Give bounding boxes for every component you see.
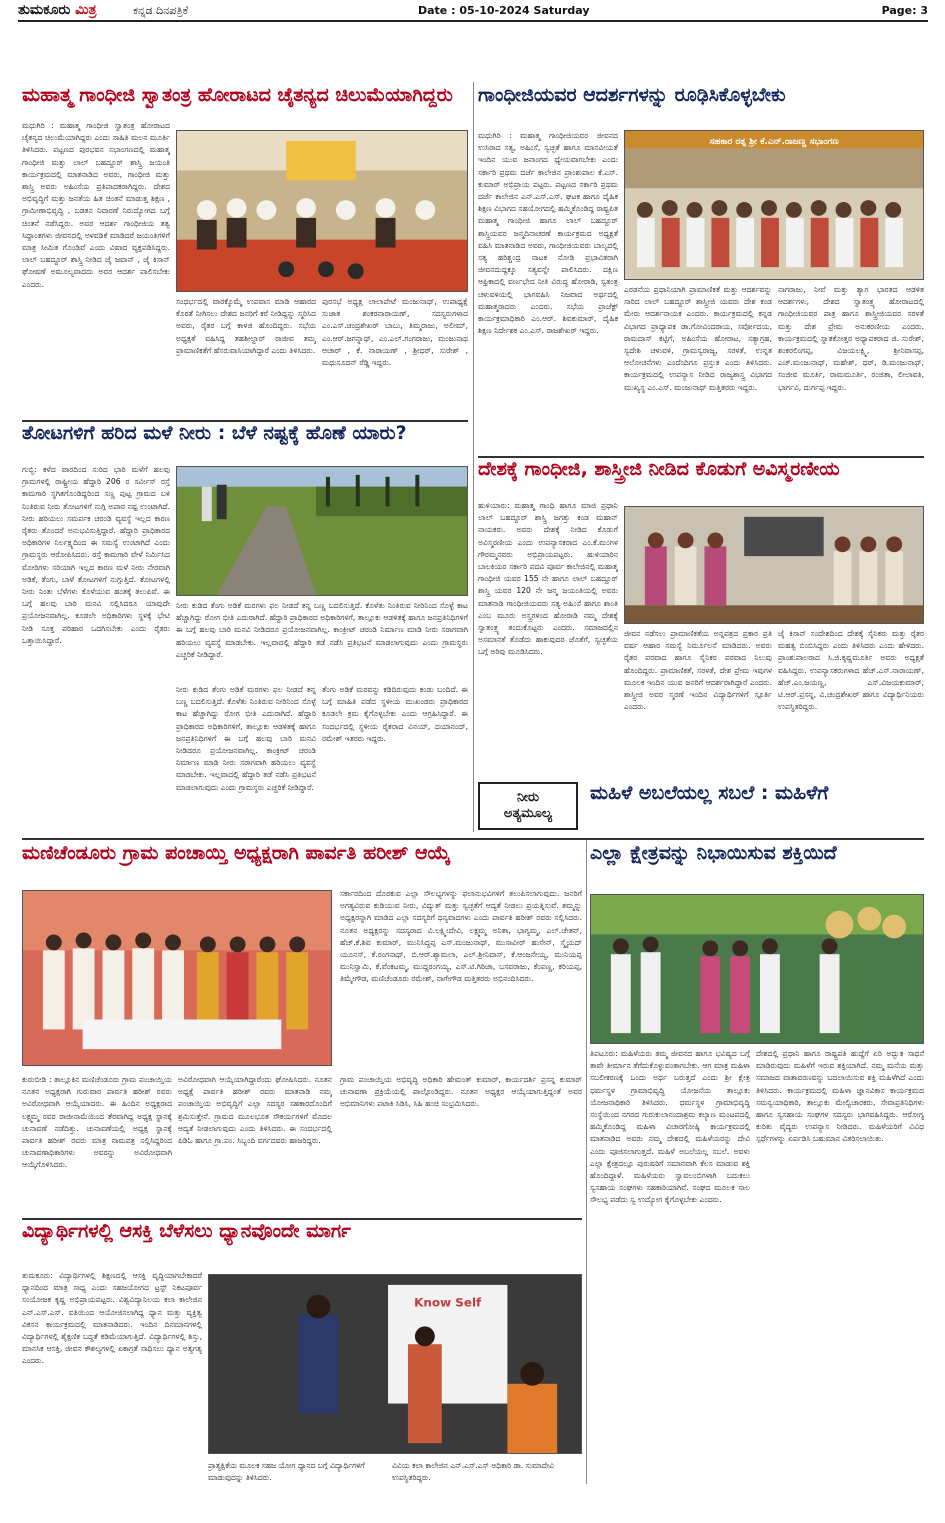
article-1-photo-art bbox=[177, 131, 467, 291]
article-6-caption-left: ಪ್ರಾತ್ಯಕ್ಷಿಕೆಯ ಮೂಲಕ ಸಹಜ ಯೋಗ ಧ್ಯಾನದ ಬಗ್ಗೆ ವಿದ್ಯಾರ್ಥಿಗಳಿಗೆ ಮಾಡುವುದನ್ನು ತಿಳಿಸಿದರು. bbox=[208, 1461, 365, 1482]
article-7-headline-line2: ಎಲ್ಲಾ ಕ್ಷೇತ್ರವನ್ನು ನಿಭಾಯಿಸುವ ಶಕ್ತಿಯಿದೆ bbox=[590, 844, 837, 864]
article-1-headline: ಮಹಾತ್ಮ ಗಾಂಧೀಜಿ ಸ್ವಾತಂತ್ರ ಹೋರಾಟದ ಚೈತನ್ಯದ ಚಿಲುಮೆಯಾಗಿದ್ದರು bbox=[22, 86, 453, 106]
masthead bbox=[18, 0, 928, 22]
article-6-col-left: ತುಮಕೂರು: ವಿದ್ಯಾರ್ಥಿಗಳಲ್ಲಿ ಶಿಕ್ಷಣದಲ್ಲಿ ಆಸಕ್ತಿ ವೃದ್ಧಿಯಾಗಬೇಕಾದರೆ ಧ್ಯಾನದಿಂದ ಮಾತ್ರ ಸಾಧ್ಯ ಎಂದು ಸಹಜಯೋಗದ ಟ್ರಸ್ಟ್ ನಿಕಟಪೂರ್ವ ಸಂಯೋಜಕ ಕೃಷ್ಣ ಅಭಿಪ್ರಾಯಪಟ್ಟರು. ವಿಶ್ವವಿದ್ಯಾನಿಲಯ ಕಲಾ ಕಾಲೇಜಿನ ಎನ್.ಎಸ್.ಎಸ್. ವತಿಯಿಂದ ಆಯೋಜಿಸಲಾಗಿದ್ದ ಧ್ಯಾನ ಮತ್ತು ವ್ಯಕ್ತಿತ್ವ ವಿಕಸನ ಕಾರ್ಯಕ್ರಮದಲ್ಲಿ ಮಾತನಾಡಿದರು. ಇಂದಿನ ದಿನಮಾನಗಳಲ್ಲಿ ವಿದ್ಯಾರ್ಥಿಗಳಲ್ಲಿ ಶೈಕ್ಷಣಿಕ ಬದ್ಧತೆ ಕಡಿಮೆಯಾಗುತ್ತಿದೆ. ವಿದ್ಯಾರ್ಥಿಗಳಲ್ಲಿ ಶಿಸ್ತು, ಮಾನಸಿಕ ಆಸಕ್ತಿ, ಜೀವನ ಕೌಶಲ್ಯಗಳಲ್ಲಿ ಏಕಾಗ್ರತೆ ಸಾಧಿಸಲು ಧ್ಯಾನ ಅತ್ಯಗತ್ಯ ಎಂದರು. bbox=[22, 1271, 202, 1366]
column-divider-bottom bbox=[586, 840, 587, 1484]
article-6-caption-right: ವಿವಿಯ ಕಲಾ ಕಾಲೇಜಿನ ಎನ್.ಎಸ್.ಎಸ್ ಅಧಿಕಾರಿ ಡಾ. ಸುಮಾದೇವಿ ಉಪಸ್ಥಿತರಿದ್ದರು. bbox=[392, 1461, 554, 1482]
article-3-col1: ಮಧುಗಿರಿ : ಮಹಾತ್ಮ ಗಾಂಧೀಜಿಯವರ ಜೀವನದ ಉಸಿರಾದ ಸತ್ಯ, ಅಹಿಂಸೆ, ಸ್ವಚ್ಛತೆ ಹಾಗೂ ಮಾನವೀಯತೆ ಇಂದಿನ ಯುವ ಜನಾಂಗದ ಧ್ಯೇಯವಾಗಬೇಕು ಎಂದು ಸರ್ಕಾರಿ ಪ್ರಥಮ ದರ್ಜೆ ಕಾಲೇಜಿನ ಪ್ರಾಂಶುಪಾಲ ಕೆ.ಎಸ್. ಕುಮಾರ್ ಅಭಿಪ್ರಾಯ ಪಟ್ಟರು. ಪಟ್ಟಣದ ಸರ್ಕಾರಿ ಪ್ರಥಮ ದರ್ಜೆ ಕಾಲೇಜಿನ ಎನ್.ಎಸ್.ಎಸ್. ಘಟಕ ಹಾಗೂ ದೈಹಿಕ ಶಿಕ್ಷಣ ವಿಭಾಗದ ಸಹಯೋಗದಲ್ಲಿ ಹಮ್ಮಿಕೊಂಡಿದ್ದ ರಾಷ್ಟ್ರಪಿತ ಮಹಾತ್ಮ ಗಾಂಧೀಜಿ ಹಾಗೂ ಲಾಲ್ ಬಹದ್ದೂರ್ ಶಾಸ್ತ್ರಿಯವರ ಜನ್ಮದಿನಾಚರಣೆ ಕಾರ್ಯಕ್ರಮದ ಅಧ್ಯಕ್ಷತೆ ವಹಿಸಿ ಮಾತನಾಡಿದ ಅವರು, ಗಾಂಧೀಜಿಯವರು ಬಾಲ್ಯದಲ್ಲಿ ಸತ್ಯ ಹರಿಶ್ಚಂದ್ರ ನಾಟಕ ನೋಡಿ ಪ್ರಭಾವಿತರಾಗಿ ಜೀವನದುದ್ದಕ್ಕೂ ಸತ್ಯವನ್ನೇ ಪಾಲಿಸಿದರು. ದಕ್ಷಿಣ ಆಫ್ರಿಕಾದಲ್ಲಿ ವರ್ಣಭೇದ ನೀತಿ ವಿರುದ್ಧ ಹೋರಾಡಿ, ಸ್ವತಂತ್ರ ಚಳುವಳಿಯಲ್ಲಿ ಭಾಗವಹಿಸಿ ನಿಜವಾದ ಅರ್ಥದಲ್ಲಿ ಮಹಾತ್ಮರಾದರು ಎಂದರು. ಸಭೆಯ ಪ್ರಾಜೆಕ್ಟ್ ಕಾರ್ಯಕ್ರಮಾಧಿಕಾರಿ ಎಂ.ಆರ್. ಶಿವಕುಮಾರ್, ದೈಹಿಕ ಶಿಕ್ಷಣ ನಿರ್ದೇಶಕ ಎಂ.ಎಸ್. ರಾಜಶೇಖರ್ ಇದ್ದರು. bbox=[478, 131, 618, 336]
article-1-photo bbox=[176, 130, 468, 292]
article-7-col-right: ದೇಶದಲ್ಲಿ ಪ್ರಧಾನಿ ಹಾಗೂ ರಾಷ್ಟ್ರಪತಿ ಹುದ್ದೆಗೆ ಏರಿ ಅದ್ಭುತ ಸಾಧನೆ ಮಾಡಿರುವುದು ಮಹಿಳೆಗೆ ಇರುವ ಶಕ್ತಿಯಾಗಿದೆ. ನಮ್ಮ ಮನೆಯ ಮತ್ತು ಸಮಾಜದ ವಾತಾವರಣವನ್ನು ಬದಲಾಯಿಸುವ ಶಕ್ತಿ ಮಹಿಳೆಗಿದೆ ಎಂದು ತಿಳಿಸಿದರು. ಕಾರ್ಯಕ್ರಮದಲ್ಲಿ ಮಹಿಳಾ ಜ್ಞಾನವಿಕಾಸ ಕಾರ್ಯಕ್ರಮದ ಸಮನ್ವಯಾಧಿಕಾರಿ, ತಾಲ್ಲೂಕು ಮೇಲ್ವಿಚಾರಕರು, ಸೇವಾಪ್ರತಿನಿಧಿಗಳು ಹಾಗೂ ಸ್ವಸಹಾಯ ಸಂಘಗಳ ಸದಸ್ಯರು ಭಾಗವಹಿಸಿದ್ದರು. ಆರೋಗ್ಯ ಕುರಿತು ವೈದ್ಯರು ಉಪನ್ಯಾಸ ನೀಡಿದರು. ಮಹಿಳೆಯರಿಗೆ ವಿವಿಧ ಸ್ಪರ್ಧೆಗಳನ್ನು ಏರ್ಪಡಿಸಿ ಬಹುಮಾನ ವಿತರಿಸಲಾಯಿತು. bbox=[756, 1049, 924, 1144]
issue-date: Date : 05-10-2024 Saturday bbox=[418, 4, 590, 17]
article-3-photo-art bbox=[625, 131, 923, 279]
article-1-col3: ಪುರಸಭೆ ಅಧ್ಯಕ್ಷ ಲಾಲಾಪೇಟೆ ಮಂಜುನಾಥ್, ಉಪಾಧ್ಯಕ್ಷೆ ಸುಜಾತ ಶಂಕರನಾರಾಯಣ್, ಸದಸ್ಯರುಗಳಾದ ಎಂ.ಎಸ್.ಚಂದ್ರಶೇಖರ್ ಬಾಬು, ತಿಮ್ಮರಾಜು, ಅಲೀಮ್, ಎಂ.ಆರ್.ಜಗನ್ನಾಥ್, ಎಂ.ಎಲ್.ಗಂಗರಾಜು, ಮಂಜುನಾಥ ಆಚಾರ್ , ಕೆ. ನಾರಾಯಣ್ , ಶ್ರೀಧರ್, ಸುರೇಶ್ , ಮಧುಸೂದನ್ ರೆಡ್ಡಿ ಇದ್ದರು. bbox=[322, 297, 468, 368]
article-7-headline-line1: ಮಹಿಳೆ ಅಬಲೆಯಲ್ಲ ಸಬಲೆ : ಮಹಿಳೆಗೆ bbox=[590, 784, 829, 804]
page-number: Page: 3 bbox=[881, 4, 928, 17]
article-7-col-left: ತಿಪಟೂರು: ಮಹಿಳೆಯರು ತಮ್ಮ ಜೀವನದ ಹಾಗೂ ಭವಿಷ್ಯದ ಬಗ್ಗೆ ತಾವೇ ತೀರ್ಮಾನ ತೆಗೆದುಕೊಳ್ಳುವಂತಾಗಬೇಕು. ಆಗ ಮಾತ್ರ ಮಹಿಳಾ ಸಬಲೀಕರಣಕ್ಕೆ ಒಂದು ಅರ್ಥ ಬರುತ್ತದೆ ಎಂದು ಶ್ರೀ ಕ್ಷೇತ್ರ ಧರ್ಮಸ್ಥಳ ಗ್ರಾಮಾಭಿವೃದ್ಧಿ ಯೋಜನೆಯ ತಾಲ್ಲೂಕು ಯೋಜನಾಧಿಕಾರಿ ತಿಳಿಸಿದರು. ಧರ್ಮಸ್ಥಳ ಗ್ರಾಮಾಭಿವೃದ್ಧಿ ಸಂಸ್ಥೆಯಿಂದ ನಗರದ ಗುರುಕುಲಾನಂದಾಶ್ರಮ ಕಲ್ಯಾಣ ಮಂಟಪದಲ್ಲಿ ಹಮ್ಮಿಕೊಂಡಿದ್ದ ಮಹಿಳಾ ವಿಚಾರಗೋಷ್ಠಿ ಕಾರ್ಯಕ್ರಮದಲ್ಲಿ ಮಾತನಾಡಿದ ಅವರು ನಮ್ಮ ದೇಶದಲ್ಲಿ ಮಹಿಳೆಯರನ್ನು ದೇವಿ ಎಂದು ಪೂಜಿಸಲಾಗುತ್ತದೆ. ಮಹಿಳೆ ಅಬಲೆಯಲ್ಲ ಸಬಲೆ. ಅವಳು ಎಲ್ಲಾ ಕ್ಷೇತ್ರದಲ್ಲೂ ಪುರುಷರಿಗೆ ಸಮಾನವಾಗಿ ಕೆಲಸ ಮಾಡುವ ಶಕ್ತಿ ಹೊಂದಿದ್ದಾಳೆ. ಮಹಿಳೆಯರು ಸ್ವಾವಲಂಬಿಗಳಾಗಿ ಬದುಕಲು ಸ್ವಸಹಾಯ ಸಂಘಗಳು ಸಹಕಾರಿಯಾಗಿವೆ. ಸಂಘದ ಮೂಲಕ ಸಾಲ ಸೌಲಭ್ಯ ಪಡೆದು ಸ್ವ ಉದ್ಯೋಗ ಕೈಗೊಳ್ಳಬೇಕು ಎಂದರು. bbox=[590, 1049, 750, 1205]
article-7-photo bbox=[590, 894, 924, 1044]
paper-name-part2: ಮಿತ್ರ bbox=[75, 2, 97, 18]
article-6-photo-art bbox=[209, 1275, 581, 1453]
article-5-col-bottom-mid: ಅವಿರೋಧವಾಗಿ ಆಯ್ಕೆಯಾಗಿದ್ದಾರೆಂದು ಘೋಷಿಸಿದರು. ನೂತನ ಅಧ್ಯಕ್ಷೆ ಪಾರ್ವತಿ ಹರೀಶ್ ರವರು ಮಾತನಾಡಿ ನಮ್ಮ ಪಂಚಾಯ್ತಿಯ ಅಭಿವೃದ್ಧಿಗೆ ಎಲ್ಲಾ ಸದಸ್ಯರ ಸಹಕಾರದೊಂದಿಗೆ ಶ್ರಮಿಸುತ್ತೇನೆ. ಗ್ರಾಮದ ಮೂಲಭೂತ ಸೌಕರ್ಯಗಳಿಗೆ ಮೊದಲ ಆದ್ಯತೆ ನೀಡಲಾಗುವುದು ಎಂದು ತಿಳಿಸಿದರು. ಈ ಸಂದರ್ಭದಲ್ಲಿ ಪಿಡಿಓ ಹಾಗೂ ಗ್ರಾ.ಪಂ. ಸಿಬ್ಬಂದಿ ವರ್ಗದವರು ಹಾಜರಿದ್ದರು. bbox=[178, 1075, 332, 1146]
article-5-headline: ಮಣಿಚೆಂಡೂರು ಗ್ರಾಮ ಪಂಚಾಯ್ತಿ ಅಧ್ಯಕ್ಷರಾಗಿ ಪಾರ್ವತಿ ಹರೀಶ್ ಆಯ್ಕೆ bbox=[22, 844, 451, 864]
article-4-col-left: ಹುಳಿಯಾರು: ಮಹಾತ್ಮ ಗಾಂಧಿ ಹಾಗೂ ಮಾಜಿ ಪ್ರಧಾನಿ ಲಾಲ್ ಬಹದ್ದೂರ್ ಶಾಸ್ತ್ರಿ ಜಗತ್ತು ಕಂಡ ಮಹಾನ್ ನಾಯಕರು. ಅವರು ದೇಶಕ್ಕೆ ನೀಡಿದ ಕೊಡುಗೆ ಅವಿಸ್ಮರಣೀಯ ಎಂದು ಉಪನ್ಯಾಸಕರಾದ ಎಂ.ಕೆ.ಮಂಗಳ ಗೌರಮ್ಮನವರು ಅಭಿಪ್ರಾಯಪಟ್ಟರು. ಹುಳಿಯಾರಿನ ಬಾಲಕಿಯರ ಸರ್ಕಾರಿ ಪದವಿ ಪೂರ್ವ ಕಾಲೇಜಿನಲ್ಲಿ ಮಹಾತ್ಮ ಗಾಂಧೀಜಿ ಯವರ 155 ನೇ ಹಾಗೂ ಲಾಲ್ ಬಹದ್ದೂರ್ ಶಾಸ್ತ್ರಿ ಯವರ 120 ನೇ ಜನ್ಮ ಜಯಂತಿಯಲ್ಲಿ ಅವರು ಮಾತನಾಡಿ ಗಾಂಧೀಜಿಯವರು ಸತ್ಯ ಅಹಿಂಸೆ ಹಾಗೂ ಶಾಂತಿ ಎಂಬ ಮೂರು ಅಸ್ತ್ರಗಳಿಂದ ಹೋರಾಡಿ ನಮ್ಮ ದೇಶಕ್ಕೆ ಸ್ವಾತಂತ್ರ್ಯ ತಂದುಕೊಟ್ಟರು ಎಂದರು. ಸಮಾಜದಲ್ಲಿನ ಅಸಮಾನತೆ ತೊಡೆದು ಹಾಕುವುದರ ಜೊತೆಗೆ, ಸ್ವಚ್ಛತೆಯ ಬಗ್ಗೆ ಅರಿವು ಮೂಡಿಸಿದರು. bbox=[478, 501, 618, 657]
article-2-col-left: ಗುಬ್ಬಿ: ಕಳೆದ ವಾರದಿಂದ ಸುರಿದ ಭಾರಿ ಮಳೆಗೆ ಹಲವು ಗ್ರಾಮಗಳಲ್ಲಿ ರಾಷ್ಟ್ರೀಯ ಹೆದ್ದಾರಿ 206 ರ ಸರ್ವೀಸ್ ರಸ್ತೆ ಕಾಮಗಾರಿ ಸ್ಥಗಿತಗೊಂಡಿದ್ದರಿಂದ ಸಣ್ಣ ಪುಟ್ಟ ಗ್ರಾಮದ ಬಳಿ ನಿಂತಿರುವ ನೀರು ತೋಟಗಳಿಗೆ ನುಗ್ಗಿ ಅಪಾರ ನಷ್ಟ ಉಂಟಾಗಿದೆ. ನೀರು ಹರಿಯಲು ಸಮರ್ಪಕ ಚರಂಡಿ ವ್ಯವಸ್ಥೆ ಇಲ್ಲದ ಕಾರಣ ರೈತರು ತೊಂದರೆ ಅನುಭವಿಸುತ್ತಿದ್ದಾರೆ. ಹೆದ್ದಾರಿ ಪ್ರಾಧಿಕಾರದ ಅಧಿಕಾರಿಗಳ ನಿರ್ಲಕ್ಷ್ಯದಿಂದ ಈ ಸಮಸ್ಯೆ ಉಂಟಾಗಿದೆ ಎಂದು ಗ್ರಾಮಸ್ಥರು ಆರೋಪಿಸಿದರು. ರಸ್ತೆ ಕಾಮಗಾರಿ ವೇಳೆ ನಿರ್ಮಿಸಿದ ಮೋರಿಗಳು ಸರಿಯಾಗಿ ಇಲ್ಲದ ಕಾರಣ ಮಳೆ ನೀರು ನೇರವಾಗಿ ಅಡಿಕೆ, ತೆಂಗು, ಬಾಳೆ ತೋಟಗಳಿಗೆ ನುಗ್ಗುತ್ತಿದೆ. ತೋಟಗಳಲ್ಲಿ ನೀರು ನಿಂತು ಬೆಳೆಗಳು ಕೊಳೆಯುವ ಹಂತಕ್ಕೆ ತಲುಪಿವೆ. ಈ ಬಗ್ಗೆ ಹಲವು ಬಾರಿ ಮನವಿ ಸಲ್ಲಿಸಿದರೂ ಯಾವುದೇ ಪ್ರಯೋಜನವಾಗಿಲ್ಲ. ಕೂಡಲೇ ಅಧಿಕಾರಿಗಳು ಸ್ಥಳಕ್ಕೆ ಭೇಟಿ ನೀಡಿ ಸೂಕ್ತ ಪರಿಹಾರ ಒದಗಿಸಬೇಕು ಎಂದು ರೈತರು ಒತ್ತಾಯಿಸಿದ್ದಾರೆ. bbox=[22, 465, 170, 645]
article-3-photo-banner: ಸಹಕಾರ ರತ್ನ ಶ್ರೀ ಕೆ.ಎನ್.ರಾಜಣ್ಣ ಸಭಾಂಗಣ bbox=[709, 136, 839, 147]
article-6-photo bbox=[208, 1274, 582, 1454]
article-2-col-mid: ನೀರು ಕುಡಿದ ತೆಂಗು ಅಡಿಕೆ ಮರಗಳು ಫಲ ನೀಡದೆ ತನ್ನ ಬಣ್ಣ ಬದಲಿಸುತ್ತಿದೆ. ಕೊಳೆತು ನಿಂತಿರುವ ನೀರಿನಿಂದ ಸೊಳ್ಳೆ ಕಾಟ ಹೆಚ್ಚಾಗಿದ್ದು ರೋಗ ಭೀತಿ ಎದುರಾಗಿದೆ. ಹೆದ್ದಾರಿ ಪ್ರಾಧಿಕಾರದ ಅಧಿಕಾರಿಗಳಿಗೆ, ತಾಲ್ಲೂಕು ಆಡಳಿತಕ್ಕೆ ಹಾಗೂ ಜನಪ್ರತಿನಿಧಿಗಳಿಗೆ ಈ ಬಗ್ಗೆ ಹಲವು ಬಾರಿ ಮನವಿ ನೀಡಿದರೂ ಪ್ರಯೋಜನವಾಗಿಲ್ಲ. ಕಾಂಕ್ರೀಟ್ ಚರಂಡಿ ನಿರ್ಮಾಣ ಮಾಡಿ ನೀರು ಸರಾಗವಾಗಿ ಹರಿಯಲು ವ್ಯವಸ್ಥೆ ಮಾಡಬೇಕು. ಇಲ್ಲವಾದಲ್ಲಿ ಹೆದ್ದಾರಿ ತಡೆ ನಡೆಸಿ ಪ್ರತಿಭಟನೆ ಮಾಡಲಾಗುವುದು ಎಂದು ಗ್ರಾಮಸ್ಥರು ಎಚ್ಚರಿಕೆ ನೀಡಿದ್ದಾರೆ. bbox=[176, 601, 468, 659]
article-4-col-right: ಜೈ ಕಿಸಾನ್ ಸಂದೇಶದಿಂದ ದೇಶಕ್ಕೆ ಸೈನಿಕರು ಮತ್ತು ರೈತರ ಮಹತ್ವ ಬಿಂಬಿಸಿದ್ದರು ಎಂದು ತಿಳಿಸಿದರು ಎಂದು ಹೇಳಿದರು. ಪ್ರಾಂಶುಪಾಲರಾದ ಸಿ.ಜಿ.ಕೃಷ್ಣಮೂರ್ತಿ ಅವರು ಅಧ್ಯಕ್ಷತೆ ವಹಿಸಿದ್ದರು. ಉಪನ್ಯಾಸಕರುಗಳಾದ ಹೆಚ್.ಎಸ್.ನಾರಾಯಣ್, ಹೆಚ್.ಎಂ.ಜಯಣ್ಣ, ಎಸ್.ವಿಜಯಕುಮಾರ್, ಟಿ.ಆರ್.ಪ್ರಸನ್ನ, ವಿ.ಚಂದ್ರಶೇಖರ್ ಹಾಗೂ ವಿದ್ಯಾರ್ಥಿನಿಯರು ಉಪಸ್ಥಿತರಿದ್ದರು. bbox=[778, 629, 924, 712]
article-5-col-bottom-right: ಗ್ರಾಮ ಪಂಚಾಯ್ತಿಯ ಅಭಿವೃದ್ಧಿ ಅಧಿಕಾರಿ ಹೇಮಂತ್ ಕುಮಾರ್, ಕಾರ್ಯದರ್ಶಿ ಪ್ರಸನ್ನ ಕುಮಾರ್ ಚುನಾವಣಾ ಪ್ರಕ್ರಿಯೆಯಲ್ಲಿ ಪಾಲ್ಗೊಂಡಿದ್ದರು. ನೂತನ ಅಧ್ಯಕ್ಷರ ಆಯ್ಕೆಯಾಗುತ್ತಿದ್ದಂತೆ ಅವರ ಅಭಿಮಾನಿಗಳು ಪಟಾಕಿ ಸಿಡಿಸಿ, ಸಿಹಿ ಹಂಚಿ ಸಂಭ್ರಮಿಸಿದರು. bbox=[340, 1075, 582, 1109]
article-3-photo bbox=[624, 130, 924, 280]
article-2-col-right: ತೆಂಗು ಅಡಿಕೆ ಮರವನ್ನು ಕಡಿದಿರುವುದು ಕಂಡು ಬಂದಿದೆ. ಈ ಬಗ್ಗೆ ಮಾಹಿತಿ ಪಡೆದ ಸ್ಥಳೀಯ ಮುಖಂಡರು ಪ್ರಾಧಿಕಾರದ ಕೂಡಲೇ ಕ್ರಮ ಕೈಗೊಳ್ಳಬೇಕು ಎಂದು ಆಗ್ರಹಿಸಿದ್ದಾರೆ. ಈ ಸಂದರ್ಭದಲ್ಲಿ ಸ್ಥಳೀಯ ರೈತರಾದ ವಿನಯ್, ದಯಾನಂದ್, ರಮೇಶ್ ಇತರರು ಇದ್ದರು. bbox=[322, 685, 468, 743]
article-5-col-top-right: ಸರ್ಕಾರದಿಂದ ದೊರಕುವ ಎಲ್ಲಾ ಸೌಲಭ್ಯಗಳನ್ನು ಫಲಾನುಭವಿಗಳಿಗೆ ತಲುಪಿಸಲಾಗುವುದು. ಜನರಿಗೆ ಅಗತ್ಯವಿರುವ ಕುಡಿಯುವ ನೀರು, ವಿದ್ಯುತ್ ಮತ್ತು ಸ್ವಚ್ಛತೆಗೆ ಆದ್ಯತೆ ನೀಡಲು ಪ್ರಯತ್ನಿಸುವೆ. ತಮ್ಮನ್ನು ಅಧ್ಯಕ್ಷರನ್ನಾಗಿ ಮಾಡಿದ ಎಲ್ಲಾ ಸದಸ್ಯರಿಗೆ ಧನ್ಯವಾದಗಳು ಎಂದು ಪಾರ್ವತಿ ಹರೀಶ್ ರವರು ಸಲ್ಲಿಸಿದರು. ನೂತನ ಅಧ್ಯಕ್ಷರನ್ನು ಸದಸ್ಯರಾದ ವಿ.ಲಕ್ಷ್ಮೀದೇವಿ, ಲಕ್ಷ್ಮಮ್ಮ ಅನಿತಾ, ಭಾಗ್ಯಮ್ಮ, ಎಲ್.ಚೇತನ್, ಹೆಚ್.ಕೆ.ಶಿವ ಕುಮಾರ್, ಮುನಿಸಿದ್ಧಪ್ಪ ಎಸ್.ಮಂಜುನಾಥ್, ಮುಸಾವೀರ್ ಹುಸೇನ್, ಸ್ಮೈಯದ್ ಯೂನಸ್, ಕೆ.ರಂಗನಾಥ್, ಬಿ.ಆರ್.ಶ್ಯಾಮಲಾ, ಎಲ್.ಶ್ರೀನಿವಾಸ್, ಕೆ.ಆಂಜನೇಯ್ಯ, ಮುನಿಯಪ್ಪ ಮುನಿಸ್ವಾಮಿ, ಕೆ.ವೆಂಕಟಮ್ಮ, ಮುದ್ದರಂಗಯ್ಯ, ಎಸ್.ಟಿ.ಗಿರಿಜಾ, ಬಸವರಾಜು, ಕೆಂಪಣ್ಣ, ಕರಿಯಪ್ಪ, ತಿಮ್ಮೇಗೌಡ, ಮಣಿಚೆಂಡೂರು ರಮೇಶ್, ನಾಗೇಗೌಡ ಮತ್ತಿತರರು ಅಭಿನಂದಿಸಿದರು. bbox=[340, 889, 582, 984]
water-box-line2: ಅತ್ಯಮೂಲ್ಯ bbox=[503, 806, 553, 821]
paper-type: ಕನ್ನಡ ದಿನಪತ್ರಿಕೆ bbox=[133, 4, 189, 17]
article-4-photo-art bbox=[625, 507, 923, 623]
article-2-photo bbox=[176, 466, 468, 596]
rule-mid bbox=[22, 838, 924, 840]
paper-name-part1: ತುಮಕೂರು bbox=[18, 2, 71, 18]
rule-a3-a4 bbox=[478, 456, 924, 458]
article-5-photo-art bbox=[23, 891, 331, 1065]
article-3-col3: ನಾಗರಾಜು, ನೀವೆ ಮತ್ತು ತ್ಯಾಗ ಭಾರತದ ಆಡಳಿತ ಆದರ್ಶಗಳು, ದೇಶದ ಸ್ವಾತಂತ್ರ್ಯ ಹೋರಾಟದಲ್ಲಿ ಗಾಂಧೀಜಿಯವರ ಪಾತ್ರ ಹಾಗೂ ಶಾಸ್ತ್ರೀಜಿಯವರ ಸರಳತೆ ಮತ್ತು ದೇಶ ಪ್ರೇಮ ಅನುಕರಣೀಯ ಎಂದರು. ಕಾರ್ಯಕ್ರಮದಲ್ಲಿ ಸ್ನಾತಕೋತ್ತರ ಅಧ್ಯಾಪಕರಾದ ಜಿ. ಸುರೇಶ್, ಶಂಕರಲಿಂಗಪ್ಪ, ವಿಜಯಲಕ್ಷ್ಮಿ, ಶ್ರೀನಿವಾಸಪ್ಪ, ಎಚ್.ಮಂಜುನಾಥ್, ಮಹೇಶ್, ಧರ್, ಡಿ.ಮಂಜುನಾಥ್, ಸಂಜೀವ ಮೂರ್ತಿ, ರಾಮಮೂರ್ತಿ, ರಂಜಿತಾ, ಲೀಲಾವತಿ, ಭಾರ್ಗವಿ, ದುರ್ಗಪ್ಪ ಇದ್ದರು. bbox=[778, 285, 924, 392]
article-4-photo bbox=[624, 506, 924, 624]
article-5-col-bottom-left: ಕುರುಬೀಡಿ : ತಾಲ್ಲೂಕಿನ ಮಣಿಚೆಂಡೂರು ಗ್ರಾಮ ಪಂಚಾಯ್ತಿಯ ನೂತನ ಅಧ್ಯಕ್ಷರಾಗಿ ಗುರುವಾರ ಪಾರ್ವತಿ ಹರೀಶ್ ರವರು ಅವಿರೋಧವಾಗಿ ಆಯ್ಕೆಯಾದರು. ಈ ಹಿಂದಿನ ಅಧ್ಯಕ್ಷರಾದ ಲಕ್ಷ್ಮಮ್ಮ ರವರ ರಾಜೀನಾಮೆಯಿಂದ ತೆರವಾಗಿದ್ದ ಅಧ್ಯಕ್ಷ ಸ್ಥಾನಕ್ಕೆ ಚುನಾವಣೆ ನಡೆದಿತ್ತು. ಚುನಾವಣೆಯಲ್ಲಿ ಅಧ್ಯಕ್ಷ ಸ್ಥಾನಕ್ಕೆ ಪಾರ್ವತಿ ಹರೀಶ್ ರವರು ಮಾತ್ರ ನಾಮಪತ್ರ ಸಲ್ಲಿಸಿದ್ದರಿಂದ ಚುನಾವಣಾಧಿಕಾರಿಗಳು ಅವರನ್ನು ಅವಿರೋಧವಾಗಿ ಆಯ್ಕೆಗೊಳಿಸಿದರು. bbox=[22, 1075, 172, 1170]
rule-a5-a6 bbox=[22, 1218, 582, 1220]
article-2-photo-art bbox=[177, 467, 467, 595]
water-box-line1: ನೀರು bbox=[517, 790, 539, 805]
article-2-col-mid2: ನೀರು ಕುಡಿದ ತೆಂಗು ಅಡಿಕೆ ಮರಗಳು ಫಲ ನೀಡದೆ ತನ್ನ ಬಣ್ಣ ಬದಲಿಸುತ್ತಿದೆ. ಕೊಳೆತು ನಿಂತಿರುವ ನೀರಿನಿಂದ ಸೊಳ್ಳೆ ಕಾಟ ಹೆಚ್ಚಾಗಿದ್ದು ರೋಗ ಭೀತಿ ಎದುರಾಗಿದೆ. ಹೆದ್ದಾರಿ ಪ್ರಾಧಿಕಾರದ ಅಧಿಕಾರಿಗಳಿಗೆ, ತಾಲ್ಲೂಕು ಆಡಳಿತಕ್ಕೆ ಹಾಗೂ ಜನಪ್ರತಿನಿಧಿಗಳಿಗೆ ಈ ಬಗ್ಗೆ ಹಲವು ಬಾರಿ ಮನವಿ ನೀಡಿದರೂ ಪ್ರಯೋಜನವಾಗಿಲ್ಲ. ಕಾಂಕ್ರೀಟ್ ಚರಂಡಿ ನಿರ್ಮಾಣ ಮಾಡಿ ನೀರು ಸರಾಗವಾಗಿ ಹರಿಯಲು ವ್ಯವಸ್ಥೆ ಮಾಡಬೇಕು. ಇಲ್ಲವಾದಲ್ಲಿ ಹೆದ್ದಾರಿ ತಡೆ ನಡೆಸಿ ಪ್ರತಿಭಟನೆ ಮಾಡಲಾಗುವುದು ಎಂದು ಗ್ರಾಮಸ್ಥರು ಎಚ್ಚರಿಕೆ ನೀಡಿದ್ದಾರೆ. bbox=[176, 685, 316, 792]
rule-a1-a2 bbox=[22, 420, 468, 422]
article-4-headline: ದೇಶಕ್ಕೆ ಗಾಂಧೀಜಿ, ಶಾಸ್ತ್ರೀಜಿ ನೀಡಿದ ಕೊಡುಗೆ ಅವಿಸ್ಮರಣೀಯ bbox=[478, 460, 840, 480]
article-1-col2: ಸಂಧರ್ಭದಲ್ಲಿ ವಾರಕ್ಕೊಮ್ಮೆ ಉಪವಾಸ ಮಾಡಿ ಆಹಾರದ ಕೊರತೆ ನೀಗಿಸಲು ದೇಶದ ಜನರಿಗೆ ಕರೆ ನೀಡಿದ್ದನ್ನು ಸ್ಮರಿಸಿದ ಅವರು, ರೈತರ ಬಗ್ಗೆ ಕಾಳಜಿ ಹೊಂದಿದ್ದರು. ಸಭೆಯ ಅಧ್ಯಕ್ಷತೆ ವಹಿಸಿದ್ದ ತಹಶೀಲ್ದಾರ್ ರಾಜೀವ ತಮ್ಮ ಪ್ರಾಮಾಣಿಕತೆಗೆ ಹೆಸರುವಾಸಿಯಾಗಿದ್ದಾರೆ ಎಂದು ತಿಳಿಸಿದರು. bbox=[176, 297, 316, 355]
column-divider-top bbox=[473, 82, 474, 832]
article-6-headline: ವಿದ್ಯಾರ್ಥಿಗಳಲ್ಲಿ ಆಸಕ್ತಿ ಬೆಳೆಸಲು ಧ್ಯಾನವೊಂದೇ ಮಾರ್ಗ bbox=[22, 1222, 352, 1242]
water-precious-box bbox=[478, 782, 578, 830]
article-3-col2: ಎರಡನೆಯ ಪ್ರಧಾನಿಯಾಗಿ ಪ್ರಾಮಾಣಿಕತೆ ಮತ್ತು ಆದರ್ಶವನ್ನು ಸಾರಿದ ಲಾಲ್ ಬಹದ್ದೂರ್ ಶಾಸ್ತ್ರೀಜಿ ಯವರು ದೇಶ ಕಂಡ ಮೇರು ಆದರ್ಶನಾಯಕ ಎಂದರು. ಕಾರ್ಯಕ್ರಮದಲ್ಲಿ ಕನ್ನಡ ವಿಭಾಗದ ಪ್ರಾಧ್ಯಾಪಕ ಡಾ.ಗೋವಿಂದರಾಯ, ಸರ್ವೋದಯ, ರಾಮದಾಸ್ ಕಟ್ಟಿಗೆ, ಅಹಿಂಸೆಯ ಹೋರಾಟ, ಸತ್ಯಾಗ್ರಹ, ಸ್ವದೇಶಿ ಚಳುವಳಿ, ಗ್ರಾಮಸ್ವರಾಜ್ಯ, ಸರಳತೆ, ಉನ್ನತ ಆಲೋಚನೆಗಳು ಎಂದೆಂದಿಗೂ ಪ್ರಸ್ತುತ ಎಂದು ತಿಳಿಸಿದರು. ಕಾರ್ಯಕ್ರಮದಲ್ಲಿ ಉಪನ್ಯಾಸ ನೀಡಿದ ರಾಜ್ಯಶಾಸ್ತ್ರ ವಿಭಾಗದ ಮುಖ್ಯಸ್ಥ ಎಂ.ಎಸ್. ಮಂಜುನಾಥ್ ಮತ್ತಿತರರು ಇದ್ದರು. bbox=[624, 285, 772, 392]
paper-name bbox=[18, 2, 97, 18]
article-2-headline: ತೋಟಗಳಿಗೆ ಹರಿದ ಮಳೆ ನೀರು : ಬೆಳೆ ನಷ್ಟಕ್ಕೆ ಹೊಣೆ ಯಾರು? bbox=[22, 424, 407, 444]
article-3-headline: ಗಾಂಧೀಜಿಯವರ ಆದರ್ಶಗಳನ್ನು ರೂಢಿಸಿಕೊಳ್ಳಬೇಕು bbox=[478, 86, 786, 106]
article-6-projection-text: Know Self bbox=[414, 1295, 482, 1310]
article-4-col-mid: ಜೀವನ ನಡೆಸಲು ಪ್ರಾಮಾಣಿಕತೆಯ ಅನ್ನಪತ್ರದ ಪ್ರಕಾರ ಪ್ರತಿ ವರ್ಷ ಆಹಾರ ಸಮಸ್ಯೆ ನಿರ್ಮೂಲನೆ ಮಾಡಿದರು. ಅವರು ರೈತರ ಪರವಾದ ಹಾಗೂ ಸೈನಿಕರ ಪರವಾದ ನಿಲುವು ಹೊಂದಿದ್ದರು. ಪ್ರಾಮಾಣಿಕತೆ, ಸರಳತೆ, ದೇಶ ಪ್ರೇಮ ಇವುಗಳ ಮೂಲಕ ಇಂದಿನ ಯುವ ಜನರಿಗೆ ಆದರ್ಶರಾಗಿದ್ದಾರೆ ಎಂದರು. ಶಾಸ್ತ್ರೀಜಿ ಅವರ ಸ್ಮರಣೆ ಇಂದಿನ ವಿದ್ಯಾರ್ಥಿಗಳಿಗೆ ಸ್ಪೂರ್ತಿ ಎಂದರು. bbox=[624, 629, 772, 712]
article-7-photo-art bbox=[591, 895, 923, 1043]
article-1-col1: ಮಧುಗಿರಿ : ಮಹಾತ್ಮ ಗಾಂಧೀಜಿ ಸ್ವಾತಂತ್ರ ಹೋರಾಟದ ಚೈತನ್ಯದ ಚಿಲುಮೆಯಾಗಿದ್ದರು ಎಂದು ಸಾಹಿತಿ ಮಲನ ಮೂರ್ತಿ ತಿಳಿಸಿದರು. ಪಟ್ಟಣದ ಪುರಭವನ ಸಭಾಂಗಣದಲ್ಲಿ ಮಹಾತ್ಮ ಗಾಂಧೀಜಿ ಮತ್ತು ಲಾಲ್ ಬಹದ್ದೂರ್ ಶಾಸ್ತ್ರಿ ಜಯಂತಿ ಕಾರ್ಯಕ್ರಮದಲ್ಲಿ ಮಾತನಾಡಿದ ಅವರು, ಗಾಂಧೀಜಿ ಮತ್ತು ಶಾಸ್ತ್ರಿ ಅವರು ಅಹಿಂಸೆಯ ಪ್ರತಿಪಾದಕರಾಗಿದ್ದರು. ದೇಶದ ಅಭಿವೃದ್ಧಿಗೆ ಮತ್ತು ಜನತೆಯ ಹಿತ ಚಿಂತನೆ ಮಾಡುತ್ತ ಶಿಕ್ಷಣ , ಗ್ರಾಮೀಣಾಭಿವೃದ್ಧಿ , ಬಡತನ ನಿವಾರಣೆ ನಿರುದ್ಯೋಗದ ಬಗ್ಗೆ ಚಿಂತನೆ ನಡೆಸಿದ್ದರು. ಅವರ ಆದರ್ಶ ಗಾಂಧೀಜಿಯ ತತ್ವ ಸಿದ್ಧಾಂತಗಳು ಜೀವನದಲ್ಲಿ ಅಳವಡಿಕೆ ಮಾಡಿದರೆ ಜಯಂತಿಗಳಿಗೆ ಮಾತ್ರ ಸೀಮಿತ ಗೊಂಡಿವೆ ಎಂದು ವಿಷಾದ ವ್ಯಕ್ತಪಡಿಸಿದ್ದರು. ಲಾಲ್ ಬಹದ್ದೂರ್ ಶಾಸ್ತ್ರಿ ನೀಡಿದ ಜೈ ಜವಾನ್ , ಜೈ ಕಿಸಾನ್ ಘೋಷಣೆ ಅಮೂಲ್ಯವಾದದು ಅವರ ಆದರ್ಶ ಪಾಲಿಸಬೇಕು ಎಂದರು. bbox=[22, 121, 170, 289]
article-5-photo bbox=[22, 890, 332, 1066]
